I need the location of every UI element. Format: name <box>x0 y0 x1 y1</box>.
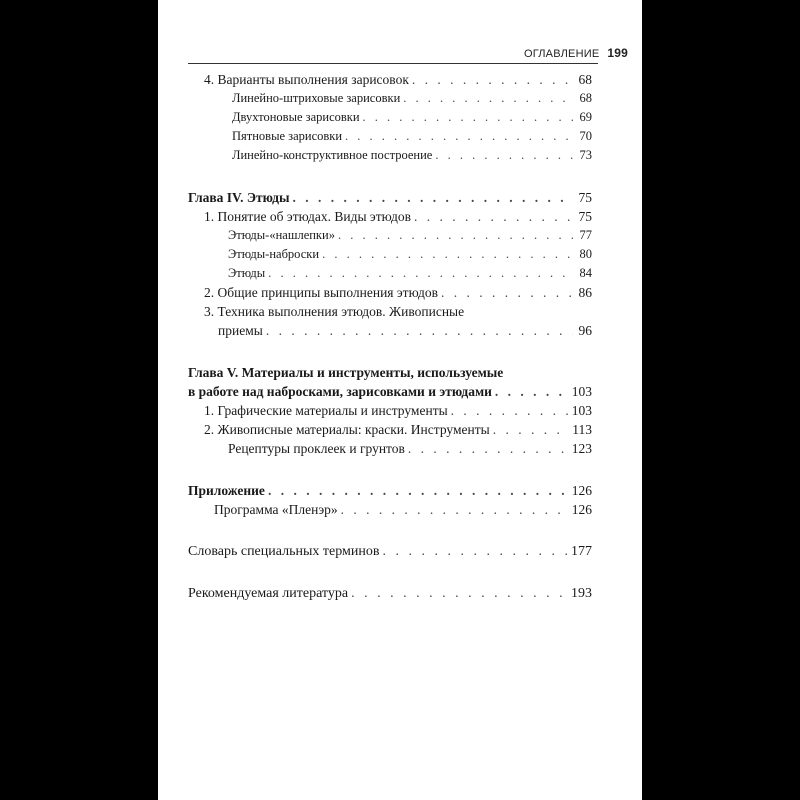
dot-leader <box>414 207 573 226</box>
toc-entry-page: 70 <box>579 129 592 143</box>
toc-entry-page: 68 <box>579 91 592 105</box>
page-number: 199 <box>607 46 628 60</box>
header-rule <box>188 63 598 64</box>
table-of-contents <box>188 70 592 603</box>
toc-entry-line1: 3. Техника выполнения этюдов. Живописные <box>204 304 465 319</box>
toc-entry[interactable] <box>188 245 592 264</box>
toc-appendix-label: Приложение <box>188 483 265 498</box>
toc-entry-page: 77 <box>579 228 592 242</box>
toc-entry-page: 126 <box>571 502 592 517</box>
toc-entry[interactable] <box>188 500 592 519</box>
dot-leader <box>382 542 568 561</box>
toc-literature-page: 193 <box>571 586 592 601</box>
toc-chapter[interactable] <box>188 188 592 207</box>
toc-entry-label: Линейно-конструктивное построение <box>232 148 433 162</box>
dot-leader <box>293 188 573 207</box>
dot-leader <box>345 127 573 146</box>
dot-leader <box>266 321 573 340</box>
toc-entry-label: Рецептуры проклеек и грунтов <box>228 441 405 456</box>
toc-entry-page: 84 <box>579 266 592 280</box>
dot-leader <box>408 439 569 458</box>
dot-leader <box>493 420 570 439</box>
toc-entry-page: 86 <box>578 285 592 300</box>
dot-leader <box>412 70 573 89</box>
toc-entry-label: Линейно-штриховые зарисовки <box>232 91 401 105</box>
toc-chapter-line1: Глава V. Материалы и инструменты, используемые <box>188 365 504 380</box>
toc-glossary-page: 177 <box>571 544 592 559</box>
dot-leader <box>403 89 573 108</box>
running-head-section: ОГЛАВЛЕНИЕ <box>523 48 600 60</box>
dot-leader <box>338 226 573 245</box>
toc-entry-page: 113 <box>572 422 592 437</box>
toc-entry[interactable] <box>188 401 592 420</box>
toc-entry[interactable] <box>188 146 592 165</box>
running-head <box>188 46 628 60</box>
toc-entry-label: 1. Понятие об этюдах. Виды этюдов <box>204 209 412 224</box>
toc-appendix[interactable] <box>188 481 592 500</box>
left-black-border <box>0 0 158 800</box>
right-black-border <box>642 0 800 800</box>
toc-entry-page: 75 <box>578 209 592 224</box>
dot-leader <box>435 146 573 165</box>
toc-literature-label: Рекомендуемая литература <box>188 586 349 601</box>
toc-entry[interactable] <box>188 439 592 458</box>
toc-entry-label: Программа «Пленэр» <box>214 502 338 517</box>
toc-entry-page: 69 <box>579 110 592 124</box>
toc-entry-label: Пятновые зарисовки <box>232 129 343 143</box>
dot-leader <box>322 245 573 264</box>
toc-entry[interactable] <box>188 420 592 439</box>
toc-entry-label: 2. Общие принципы выполнения этюдов <box>204 285 438 300</box>
toc-chapter-label: Глава IV. Этюды <box>188 190 290 205</box>
toc-entry-page: 73 <box>579 148 592 162</box>
dot-leader <box>451 401 569 420</box>
dot-leader <box>268 481 569 500</box>
dot-leader <box>441 283 573 302</box>
toc-chapter-label: в работе над набросками, зарисовками и этюдами <box>188 384 492 399</box>
toc-entry-page: 68 <box>578 72 592 87</box>
dot-leader <box>363 108 573 127</box>
dot-leader <box>341 500 569 519</box>
toc-glossary-label: Словарь специальных терминов <box>188 544 380 559</box>
toc-entry-page: 96 <box>578 323 592 338</box>
toc-entry-page: 103 <box>571 403 592 418</box>
toc-entry-label: Двухтоновые зарисовки <box>232 110 360 124</box>
toc-entry-label: 4. Варианты выполнения зарисовок <box>204 72 409 87</box>
toc-chapter-page: 75 <box>578 190 592 205</box>
toc-entry[interactable] <box>188 207 592 226</box>
toc-entry-label: Этюды <box>228 266 266 280</box>
toc-entry[interactable] <box>188 70 592 89</box>
toc-chapter[interactable] <box>188 382 592 401</box>
toc-entry-label: Этюды-наброски <box>228 247 320 261</box>
toc-entry[interactable] <box>188 264 592 283</box>
toc-entry[interactable] <box>188 108 592 127</box>
toc-literature[interactable] <box>188 584 592 603</box>
toc-entry-page: 80 <box>579 247 592 261</box>
toc-entry-label: приемы <box>218 323 263 338</box>
dot-leader <box>268 264 573 283</box>
toc-entry-label: Этюды-«нашлепки» <box>228 228 335 242</box>
toc-entry-label: 1. Графические материалы и инструменты <box>204 403 448 418</box>
toc-chapter-page: 103 <box>571 384 592 399</box>
book-page <box>158 0 642 800</box>
toc-entry[interactable] <box>188 226 592 245</box>
toc-glossary[interactable] <box>188 542 592 561</box>
dot-leader <box>495 382 569 401</box>
toc-entry[interactable] <box>188 127 592 146</box>
toc-entry-page: 123 <box>571 441 592 456</box>
toc-appendix-page: 126 <box>571 483 592 498</box>
toc-entry[interactable] <box>188 321 592 340</box>
toc-entry[interactable] <box>188 89 592 108</box>
toc-entry[interactable] <box>188 283 592 302</box>
dot-leader <box>351 584 568 603</box>
toc-entry-label: 2. Живописные материалы: краски. Инструменты <box>204 422 490 437</box>
